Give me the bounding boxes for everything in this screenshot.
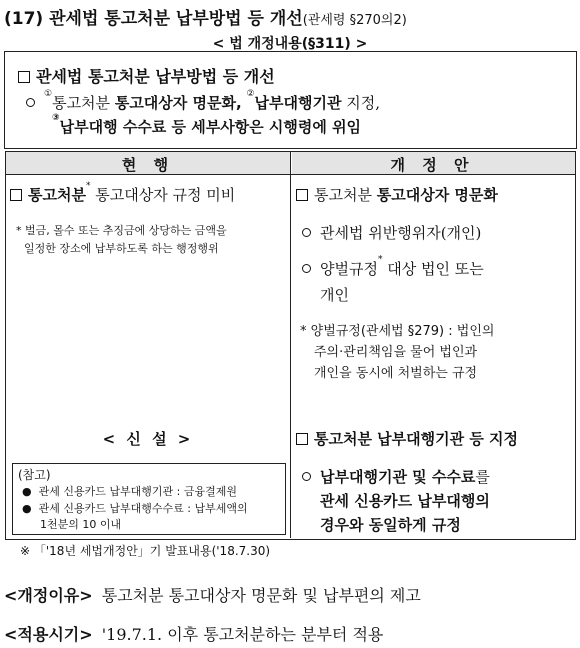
bullet-dot-icon: ● xyxy=(22,502,32,515)
proposed-sub-3-line2: 관세 신용카드 납부대행의 xyxy=(320,492,490,510)
current-note-2: 일정한 장소에 납부하도록 하는 행정행위 xyxy=(24,242,219,255)
bullet-circle-icon xyxy=(302,228,311,237)
section-heading xyxy=(4,4,407,29)
reference-title: (참고) xyxy=(18,468,51,482)
reason-line xyxy=(4,583,421,606)
checkbox-square-icon xyxy=(18,71,30,83)
reference-item-1: ● 관세 신용카드 납부대행기관 : 금융결제원 xyxy=(22,485,237,498)
reason-text: 통고처분 통고대상자 명문화 및 납부편의 제고 xyxy=(101,586,421,605)
current-item: 통고처분* 통고대상자 규정 미비 xyxy=(10,184,235,205)
checkbox-square-icon xyxy=(10,189,22,201)
checkbox-square-icon xyxy=(296,189,308,201)
proposed-note-3: 개인을 동시에 처벌하는 규정 xyxy=(314,366,478,381)
proposed-note-1: * 양벌규정(관세법 §279) : 법인의 xyxy=(300,324,495,339)
proposed-sub-3-line3: 경우와 동일하게 규정 xyxy=(320,516,461,534)
effective-text: '19.7.1. 이후 통고처분하는 분부터 적용 xyxy=(101,625,384,644)
current-note-1: * 벌금, 몰수 또는 추징금에 상당하는 금액을 xyxy=(16,224,227,237)
bullet-circle-icon xyxy=(302,472,311,481)
proposed-note-2: 주의·관리책임을 물어 법인과 xyxy=(314,345,478,360)
reference-item-2-cont: 1천분의 10 이내 xyxy=(40,518,122,531)
header-proposed: 개 정 안 xyxy=(390,156,475,174)
amendment-label: < 법 개정내용(§311) > xyxy=(212,36,368,52)
bullet-circle-icon xyxy=(302,264,311,273)
reason-label: <개정이유> xyxy=(4,586,93,605)
section-number: (17) xyxy=(4,9,44,29)
proposed-item-1: 통고처분 통고대상자 명문화 xyxy=(296,184,498,205)
proposed-sub-2-cont: 개인 xyxy=(320,286,349,304)
column-divider xyxy=(290,152,291,538)
reference-item-2: ● 관세 신용카드 납부대행수수료 : 납부세액의 xyxy=(22,502,248,515)
summary-title: 관세법 통고처분 납부방법 등 개선 xyxy=(18,64,275,87)
bullet-circle-icon xyxy=(26,98,35,107)
section-title: 관세법 통고처분 납부방법 등 개선 xyxy=(49,9,303,29)
footnote: ※ 「'18년 세법개정안」기 발표내용('18.7.30) xyxy=(20,544,271,558)
proposed-sub-3: 납부대행기관 및 수수료를 xyxy=(302,466,490,487)
proposed-sub-1: 관세법 위반행위자(개인) xyxy=(302,222,481,243)
proposed-sub-2: 양벌규정* 대상 법인 또는 xyxy=(302,258,484,279)
bullet-dot-icon: ● xyxy=(22,485,32,498)
new-label: < 신 설 > xyxy=(102,430,194,448)
proposed-item-2: 통고처분 납부대행기관 등 지정 xyxy=(296,428,518,449)
summary-line-1: ①통고처분 통고대상자 명문화, ②납부대행기관 지정, xyxy=(26,92,380,113)
summary-line-2: ③납부대행 수수료 등 세부사항은 시행령에 위임 xyxy=(52,113,362,136)
effective-label: <적용시기> xyxy=(4,625,93,644)
effective-line xyxy=(4,622,383,645)
section-ref: (관세령 §270의2) xyxy=(302,13,407,28)
checkbox-square-icon xyxy=(296,433,308,445)
header-current: 현 행 xyxy=(121,156,175,174)
